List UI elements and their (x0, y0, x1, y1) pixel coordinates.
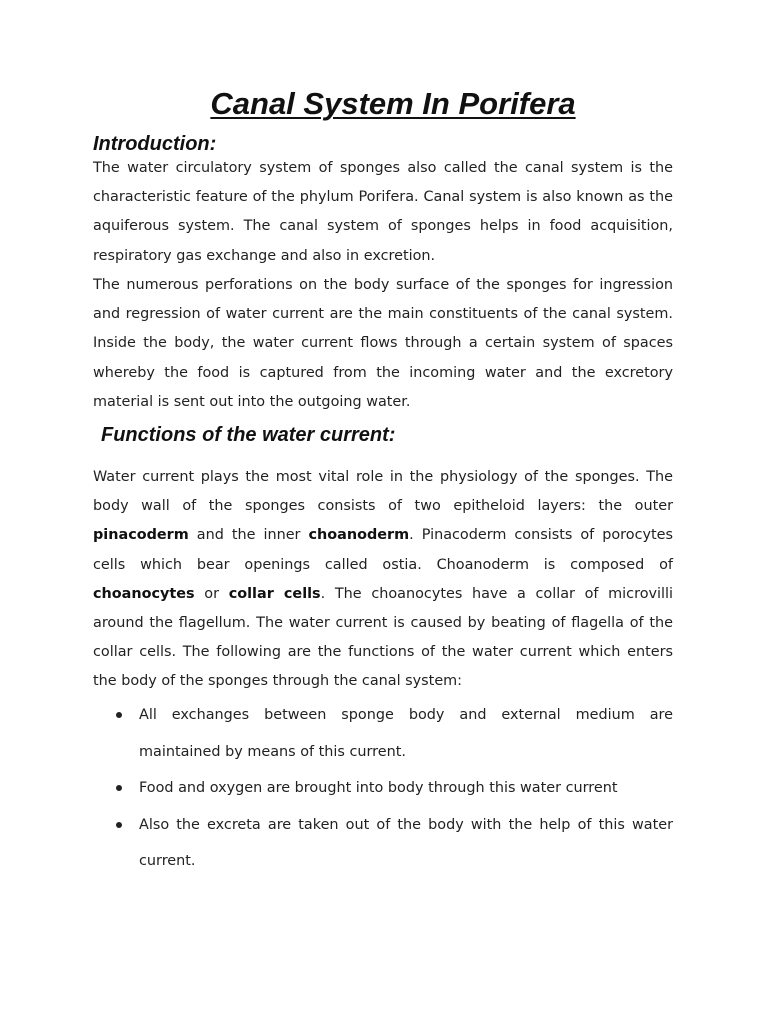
bullet-dot-icon (116, 785, 122, 791)
introduction-heading: Introduction: (93, 133, 217, 155)
bullet-item (93, 697, 673, 770)
functions-text-segment: Water current plays the most vital role in the physiology of the sponges. The body wall of the sponges consists of two epitheloid layers: the outer (93, 469, 673, 515)
term-collar-cells: collar cells (228, 585, 321, 602)
introduction-paragraph-2: The numerous perforations on the body surface of the sponges for ingression and regression of water current are the main constituents of the canal system. Inside the body, the water current flows through a certain system of spaces whereby the food is captured from the incoming water and the excretory material is sent out into the outgoing water. (93, 277, 673, 410)
functions-bullet-list (93, 697, 673, 880)
functions-text-segment: or (194, 585, 229, 602)
term-choanoderm: choanoderm (308, 527, 410, 544)
functions-text-segment: . Pinacoderm consists of porocytes cells which bear openings called ostia. Choanoderm is composed of (93, 527, 673, 573)
term-pinacoderm: pinacoderm (93, 527, 189, 544)
functions-heading: Functions of the water current: (101, 424, 396, 446)
bullet-text: Also the excreta are taken out of the body with the help of this water current. (139, 816, 673, 869)
bullet-dot-icon (116, 712, 122, 718)
bullet-text: Food and oxygen are brought into body through this water current (139, 780, 618, 796)
functions-paragraph (93, 463, 673, 697)
bullet-text: All exchanges between sponge body and external medium are maintained by means of this current. (139, 707, 673, 760)
document-title: Canal System In Porifera (210, 86, 576, 121)
functions-text-segment: and the inner (188, 527, 309, 544)
bullet-dot-icon (116, 822, 122, 828)
bullet-item (93, 770, 673, 807)
term-choanocytes: choanocytes (93, 585, 195, 602)
functions-text-segment: . The choanocytes have a collar of microvilli around the flagellum. The water current is caused by beating of flagella of the collar cells. The following are the functions of the water current which enters the body of the sponges through the canal system: (93, 585, 674, 690)
bullet-item (93, 807, 673, 880)
introduction-paragraph-1: The water circulatory system of sponges also called the canal system is the characteristic feature of the phylum Porifera. Canal system is also known as the aquiferous system. The canal system of sponges helps in food acquisition, respiratory gas exchange and also in excretion. (93, 160, 673, 264)
